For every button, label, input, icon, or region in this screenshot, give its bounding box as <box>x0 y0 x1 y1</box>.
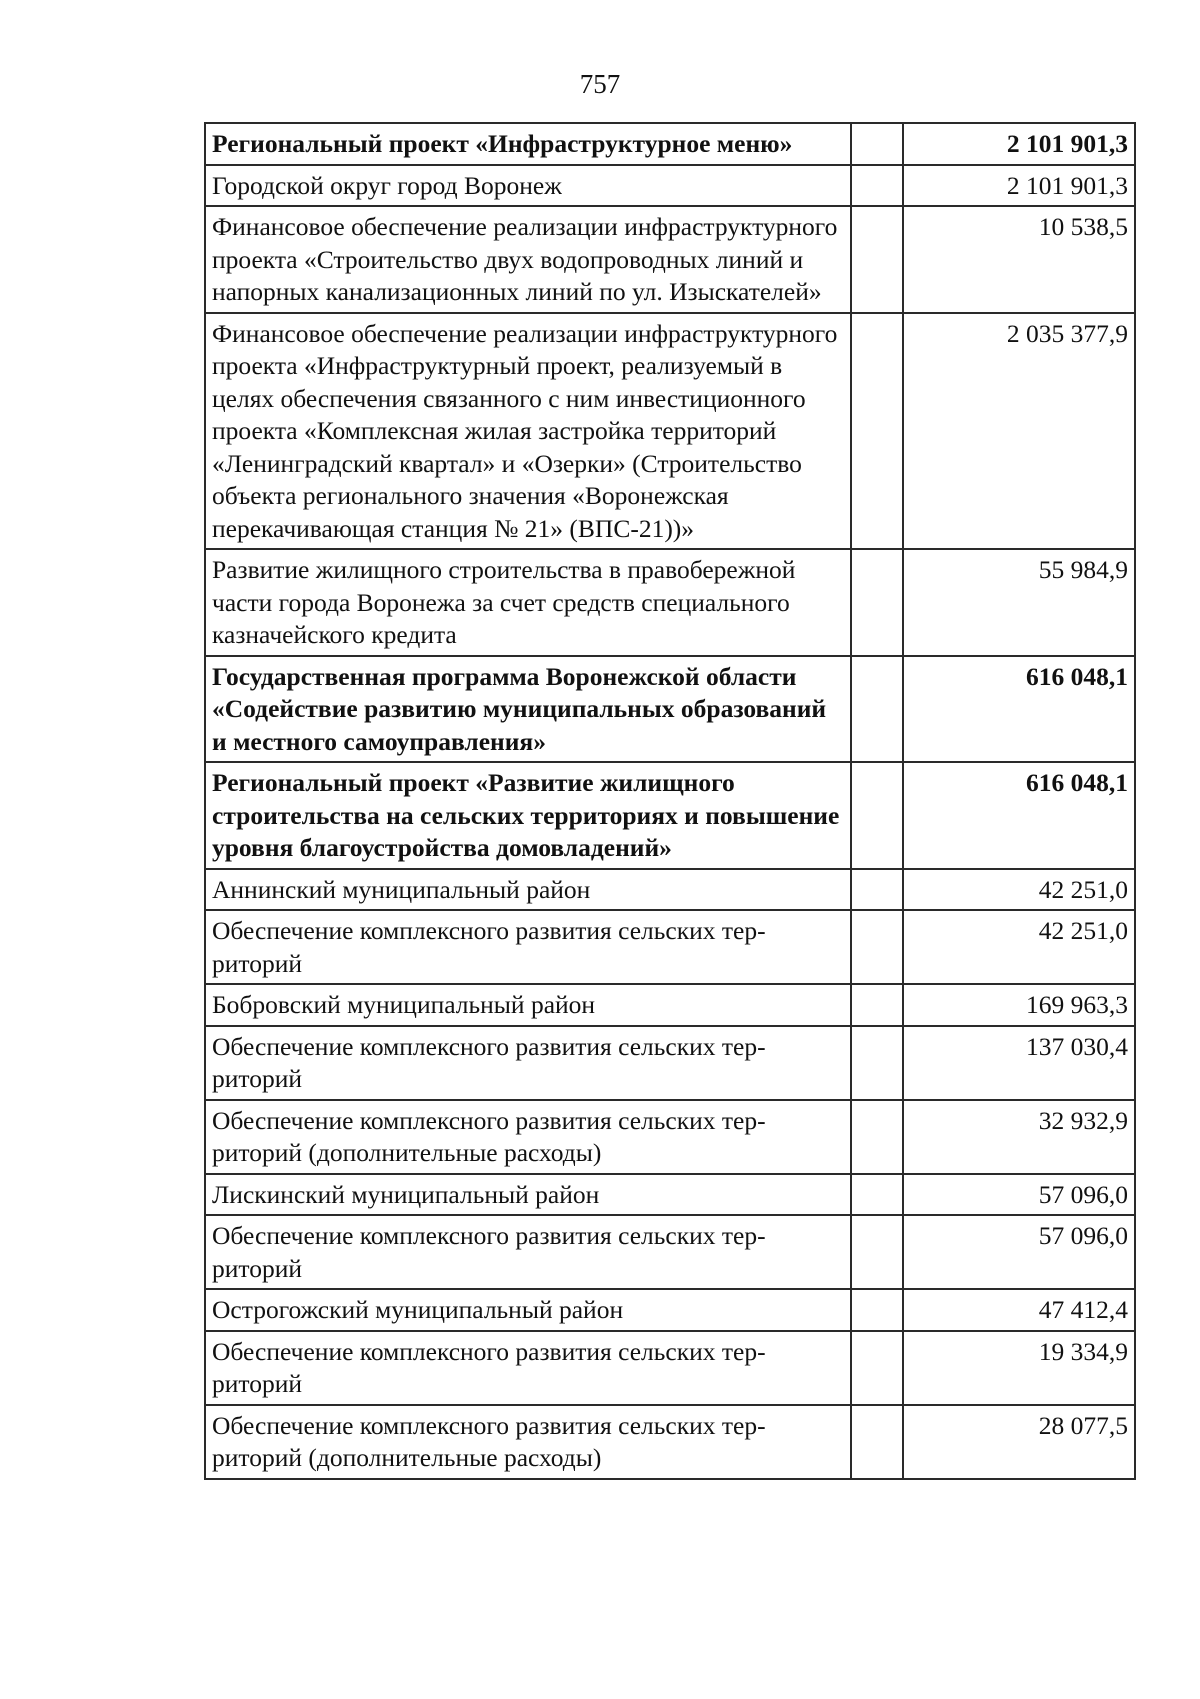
row-empty-cell <box>851 1100 903 1174</box>
page-number: 757 <box>579 69 621 99</box>
row-amount: 19 334,9 <box>903 1331 1135 1405</box>
row-amount: 616 048,1 <box>903 762 1135 869</box>
table-row <box>205 1215 1135 1289</box>
row-empty-cell <box>851 762 903 869</box>
row-amount: 42 251,0 <box>903 869 1135 911</box>
table-row <box>205 762 1135 869</box>
table-row <box>205 1174 1135 1216</box>
row-empty-cell <box>851 123 903 165</box>
row-amount: 169 963,3 <box>903 984 1135 1026</box>
row-name: Региональный проект «Инфраструктурное меню» <box>205 123 851 165</box>
table-row <box>205 165 1135 207</box>
row-name: Обеспечение комплексного развития сельских территорий (дополнительные расходы) <box>205 1405 851 1479</box>
row-empty-cell <box>851 1026 903 1100</box>
row-empty-cell <box>851 165 903 207</box>
table-row <box>205 656 1135 763</box>
row-name: Развитие жилищного строительства в правобережной части города Воронежа за счет средств специального казначейского кредита <box>205 549 851 656</box>
row-amount: 10 538,5 <box>903 206 1135 313</box>
row-name: Обеспечение комплексного развития сельских территорий <box>205 1331 851 1405</box>
table-row <box>205 1405 1135 1479</box>
row-amount: 2 035 377,9 <box>903 313 1135 550</box>
table-row <box>205 869 1135 911</box>
row-name: Обеспечение комплексного развития сельских территорий (дополнительные расходы) <box>205 1100 851 1174</box>
budget-table <box>204 122 1136 1480</box>
row-empty-cell <box>851 1331 903 1405</box>
row-name: Бобровский муниципальный район <box>205 984 851 1026</box>
row-empty-cell <box>851 1174 903 1216</box>
row-amount: 57 096,0 <box>903 1215 1135 1289</box>
table-row <box>205 1100 1135 1174</box>
row-amount: 47 412,4 <box>903 1289 1135 1331</box>
table-row <box>205 313 1135 550</box>
row-name: Острогожский муниципальный район <box>205 1289 851 1331</box>
row-name: Обеспечение комплексного развития сельских территорий <box>205 910 851 984</box>
table-row <box>205 1026 1135 1100</box>
row-empty-cell <box>851 1405 903 1479</box>
table-row <box>205 206 1135 313</box>
row-amount: 2 101 901,3 <box>903 165 1135 207</box>
row-name: Финансовое обеспечение реализации инфраструктурного проекта «Строительство двух водопроводных линий и напорных канализационных линий по ул. Изыскателей» <box>205 206 851 313</box>
table-row <box>205 1289 1135 1331</box>
row-empty-cell <box>851 984 903 1026</box>
table-row <box>205 1331 1135 1405</box>
row-name: Аннинский муниципальный район <box>205 869 851 911</box>
row-empty-cell <box>851 313 903 550</box>
row-empty-cell <box>851 206 903 313</box>
row-empty-cell <box>851 869 903 911</box>
row-empty-cell <box>851 1215 903 1289</box>
row-empty-cell <box>851 549 903 656</box>
row-amount: 616 048,1 <box>903 656 1135 763</box>
row-amount: 42 251,0 <box>903 910 1135 984</box>
row-empty-cell <box>851 910 903 984</box>
budget-table-body <box>205 123 1135 1479</box>
row-amount: 2 101 901,3 <box>903 123 1135 165</box>
table-row <box>205 910 1135 984</box>
row-amount: 28 077,5 <box>903 1405 1135 1479</box>
row-amount: 55 984,9 <box>903 549 1135 656</box>
row-amount: 32 932,9 <box>903 1100 1135 1174</box>
table-row <box>205 984 1135 1026</box>
row-amount: 137 030,4 <box>903 1026 1135 1100</box>
row-empty-cell <box>851 1289 903 1331</box>
row-name: Региональный проект «Развитие жилищного строительства на сельских территориях и повышение уровня благоустройства домовладений» <box>205 762 851 869</box>
row-amount: 57 096,0 <box>903 1174 1135 1216</box>
row-name: Государственная программа Воронежской области «Содействие развитию муниципальных образований и местного самоуправления» <box>205 656 851 763</box>
table-row <box>205 549 1135 656</box>
row-name: Обеспечение комплексного развития сельских территорий <box>205 1026 851 1100</box>
row-name: Городской округ город Воронеж <box>205 165 851 207</box>
row-name: Финансовое обеспечение реализации инфраструктурного проекта «Инфраструктурный проект, реализуемый в целях обеспечения связанного с ним инвестиционного проекта «Комплексная жилая застройка территорий «Ленинградский квартал» и «Озерки» (Строительство объекта регионального значения «Воронежская перекачивающая станция № 21» (ВПС-21))» <box>205 313 851 550</box>
row-empty-cell <box>851 656 903 763</box>
table-row <box>205 123 1135 165</box>
row-name: Лискинский муниципальный район <box>205 1174 851 1216</box>
row-name: Обеспечение комплексного развития сельских территорий <box>205 1215 851 1289</box>
